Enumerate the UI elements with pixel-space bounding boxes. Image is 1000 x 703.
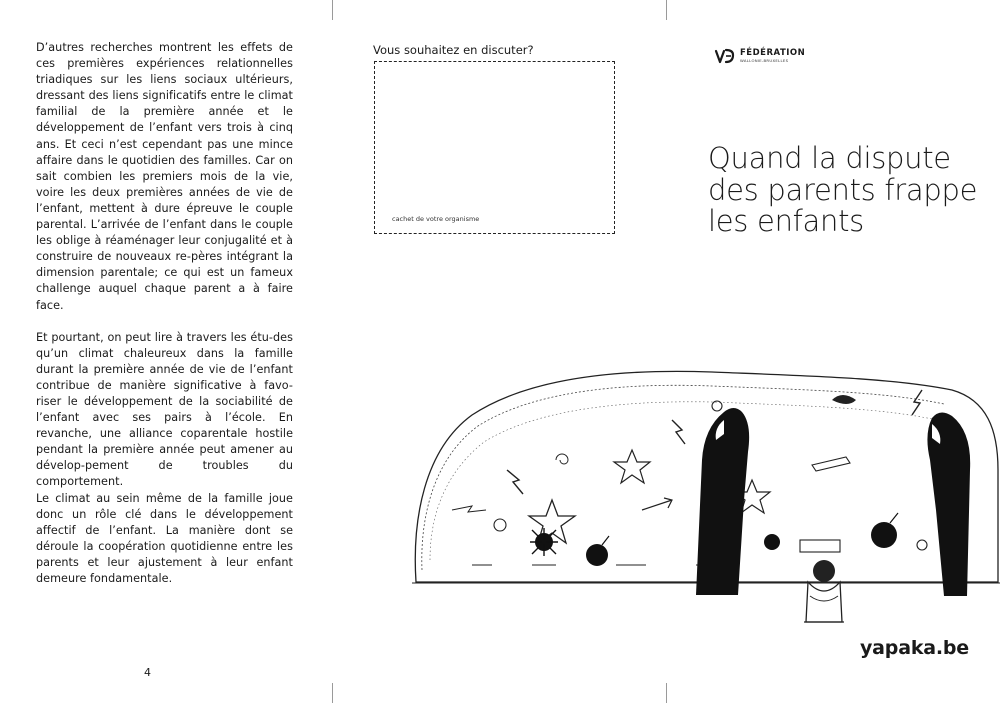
federation-logo-icon (714, 47, 736, 65)
fold-mark-bottom-right (666, 683, 667, 703)
parents-argument-illustration (412, 360, 1000, 645)
paragraph-1: D’autres recherches montrent les effets de ces premières expériences relationnelles triadiques sur les liens sociaux ultérieurs, dressant des liens significatifs entre le climat familial de la première année et le développement de l’enfant vers trois à cinq ans. Et ceci n’est cependant pas une mince affaire dans le quotidien des familles. Car on sait combien les premiers mois de la vie, voire les deux premières années de vie de l’enfant, mettent à dure épreuve le couple parental. L’arrivée de l’enfant dans le couple les oblige à réaménager leur conjugalité et à construire de nouveaux re-pères intégrant la dimension parentale; ce qui est un fameux challenge auquel chaque parent a à faire face. (36, 41, 293, 312)
stamp-label: cachet de votre organisme (392, 215, 480, 223)
left-page-text (36, 40, 293, 587)
fold-mark-bottom-left (332, 683, 333, 703)
stamp-box (374, 61, 615, 234)
discuss-label: Vous souhaitez en discuter? (373, 43, 534, 57)
logo-title: FÉDÉRATION (740, 48, 806, 59)
fold-mark-top-right (666, 0, 667, 20)
logo-subtitle: WALLONIE-BRUXELLES (740, 57, 789, 63)
fold-mark-top-left (332, 0, 333, 20)
paragraph-2: Et pourtant, on peut lire à travers les étu-des qu’un climat chaleureux dans la famille durant la première année de vie de l’enfant contribue de manière significative à favo-riser le développement de la sociabilité de l’enfant avec ses pairs à l’école. En revanche, une alliance coparentale hostile pendant la première année peut amener au dévelop-pement de troubles du comportement. (36, 330, 293, 489)
paragraph-3: Le climat au sein même de la famille joue donc un rôle clé dans le développement affectif de l’enfant. La manière dont se déroule la coopération quotidienne entre les parents et leur ajustement à leur enfant demeure fondamentale. (36, 491, 293, 585)
brand-logo: yapaka.be (860, 637, 969, 659)
federation-logo (714, 47, 805, 65)
page-title: Quand la dispute des parents frappe les enfants (708, 141, 978, 238)
page-number: 4 (144, 666, 151, 679)
